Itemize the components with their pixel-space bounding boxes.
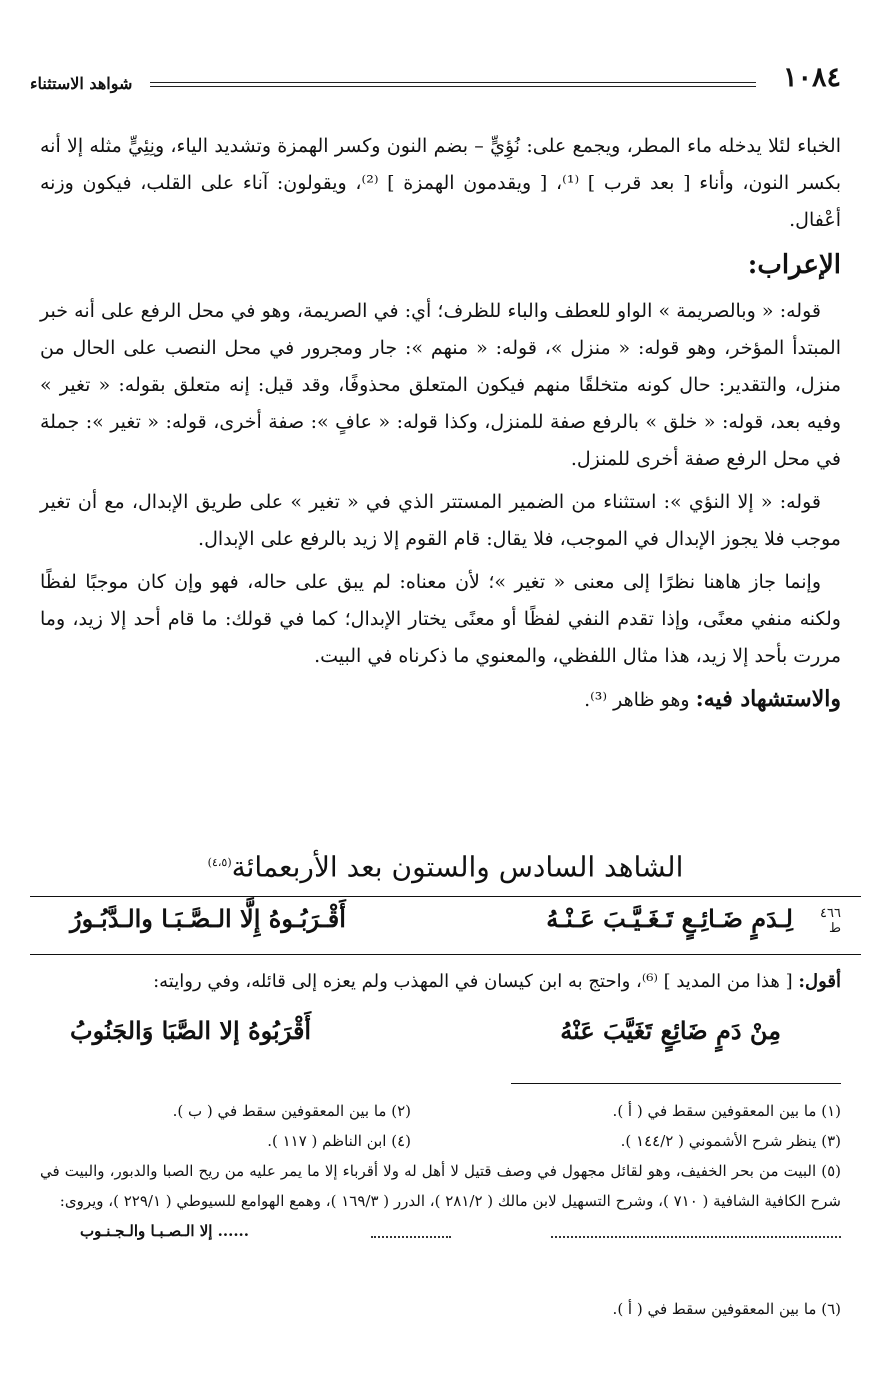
dotted-leader-middle [371, 1236, 451, 1238]
istishhad-label: والاستشهاد فيه: [695, 686, 841, 712]
hemistich-left: أَقْـرَبُـوهُ إِلَّا الـصَّـبَـا والـدَّبُـورُ [70, 904, 346, 933]
paragraph-2: قوله: « وبالصريمة » الواو للعطف والباء للظرف؛ أي: في الصريمة، وهو في محل الرفع على أنه خبر المبتدأ المؤخر، وهو قوله: « منزل »، قوله: « منهم »: جار ومجرور في محل النصب على الحال من منزل، والتقدير: حال كونه متخلقًا منهم فيكون المتعلق محذوفًا، وقد قيل: إنه متعلق بقوله: « تغير » وفيه بعد، قوله: « خلق » بالرفع صفة للمنزل، وكذا قوله: « عافٍ »: صفة أخرى، قوله: « تغير »: جملة في محل الرفع صفة أخرى للمنزل. [40, 300, 841, 470]
footnote-2: (٢) ما بين المعقوفين سقط في ( ب ). [172, 1102, 411, 1120]
verse-number [820, 906, 841, 936]
aqul-text: [ هذا من المديد ] ⁽⁶⁾، واحتج به ابن كيسان في المهذب ولم يعزه إلى قائله، وفي روايته: [153, 971, 799, 992]
verse-top-rule [30, 896, 861, 897]
footnote-5: (٥) البيت من بحر الخفيف، وهو لقائل مجهول في وصف قتيل لا أهل له ولا أقرباء إلا ما يمر عليه من ريح الصبا والدبور، والبيت في شرح الكافية الشافية ( ٧١٠ )، وشرح التسهيل لابن مالك ( ٢٨١/٢ )، الدرر ( ١٦٩/٣ )، وهمع الهوامع للسيوطي ( ٢٢٩/١ )، ويروى: [40, 1162, 841, 1210]
istishhad-text: وهو ظاهر ⁽³⁾. [584, 689, 696, 711]
header-double-rule [150, 82, 756, 87]
footnote-rule [511, 1083, 841, 1084]
riwaya-verse [70, 1016, 781, 1060]
footnote-row-1 [40, 1096, 841, 1126]
verse-number-mark: ط [828, 921, 841, 936]
verse-bottom-rule [30, 954, 861, 955]
dotted-leader-right [551, 1236, 841, 1238]
footnotes [40, 1096, 841, 1244]
footnote-4: (٤) ابن الناظم ( ١١٧ ). [267, 1132, 411, 1150]
aqul-label: أقول: [798, 971, 841, 992]
running-title: شواهد الاستثناء [30, 74, 133, 93]
verse-row [50, 902, 841, 946]
istishhad-line [40, 681, 841, 719]
hemistich-right: لِـدَمٍ ضَـائِـعٍ تَـغَـيَّـبَ عَـنْـهُ [546, 904, 793, 933]
riwaya-hemistich-left: أَقْرَبُوهُ إلا الصَّبَا وَالجَنُوبُ [70, 1016, 312, 1045]
main-text [40, 128, 841, 725]
footnote-5-variant [40, 1216, 841, 1244]
aqul-line [40, 965, 841, 999]
page-number: ١٠٨٤ [782, 62, 841, 93]
shahid-title [0, 840, 891, 890]
variant-text: ...... إلا الـصـبـا والـجـنـوب [80, 1222, 249, 1240]
shahid-title-note: (٤،٥) [207, 856, 232, 869]
footnote-3: (٣) ينظر شرح الأشموني ( ١٤٤/٢ ). [620, 1132, 841, 1150]
footnote-6: (٦) ما بين المعقوفين سقط في ( أ ). [612, 1300, 841, 1318]
section-heading-irab: الإعراب: [747, 250, 841, 280]
footnote-row-2 [40, 1126, 841, 1156]
footnote-1: (١) ما بين المعقوفين سقط في ( أ ). [612, 1102, 841, 1120]
shahid-title-text: الشاهد السادس والستون بعد الأربعمائة [231, 850, 684, 884]
paragraph-3: قوله: « إلا النؤي »: استثناء من الضمير المستتر الذي في « تغير » على طريق الإبدال، مع أن تغير موجب فلا يجوز الإبدال في الموجب، فلا يقال: قام القوم إلا زيد بالرفع على الإبدال. [40, 491, 841, 550]
verse-number-value: ٤٦٦ [820, 906, 841, 921]
running-header [30, 62, 841, 102]
paragraph-4: وإنما جاز هاهنا نظرًا إلى معنى « تغير »؛ لأن معناه: لم يبق على حاله، فهو وإن كان موجبًا لفظًا ولكنه منفي معنًى، وإذا تقدم النفي لفظًا أو معنًى يختار الإبدال؛ كما في قولك: ما قام أحد إلا زيد، وما مررت بأحد إلا زيد، هذا مثال اللفظي، والمعنوي ما ذكرناه في البيت. [40, 571, 841, 667]
riwaya-hemistich-right: مِنْ دَمٍ ضَائِعٍ تَغَيَّبَ عَنْهُ [560, 1016, 781, 1045]
paragraph-1: الخباء لئلا يدخله ماء المطر، ويجمع على: نُؤِيٍّ – بضم النون وكسر الهمزة وتشديد الياء، ونِئِيٍّ مثله إلا أنه بكسر النون، وأناء [ بعد قرب ] ⁽¹⁾، [ ويقدمون الهمزة ] ⁽²⁾، ويقولون: آناء على القلب، فيكون وزنه أعْفال. [40, 135, 842, 231]
